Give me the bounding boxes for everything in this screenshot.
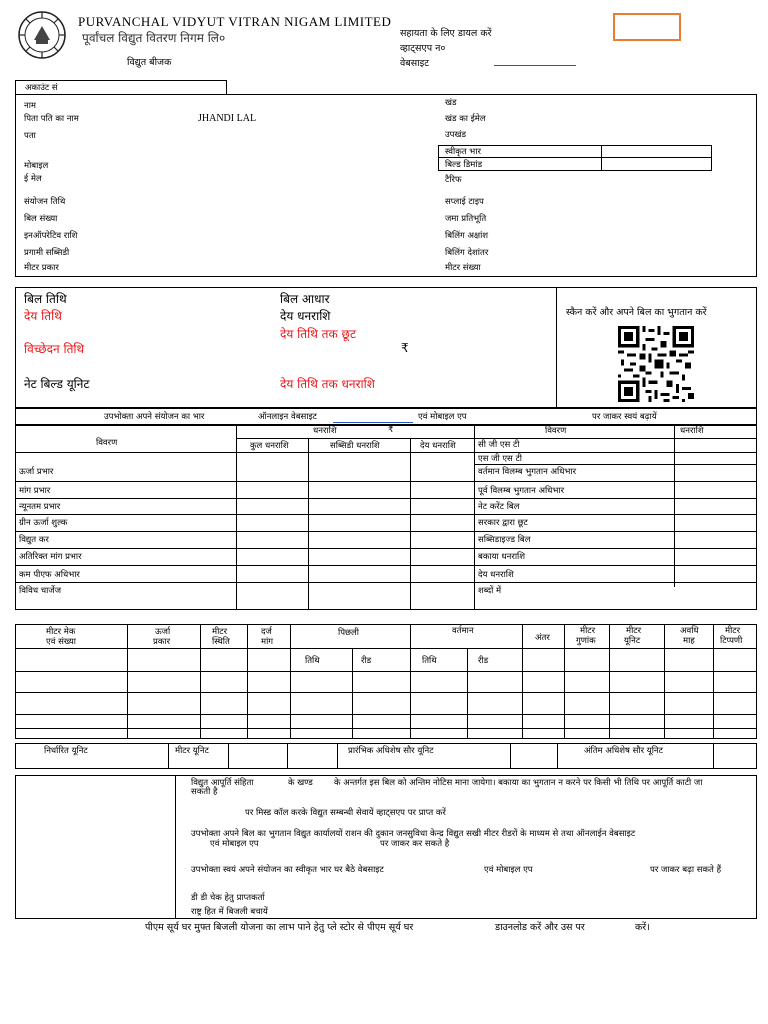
charges-row-line-3: [15, 514, 757, 515]
rebate-by-due-label: देय तिथि तक छूट: [280, 327, 357, 341]
charge-low-pf: कम पीएफ अधिभार: [19, 570, 80, 580]
scan-to-pay-text: स्कैन करें और अपने बिल का भुगतान करें: [566, 307, 707, 318]
label-subdivision: उपखंड: [445, 130, 466, 140]
due-date-label: देय तिथि: [24, 309, 62, 323]
label-supply-type: सप्लाई टाइप: [445, 197, 484, 207]
units-col-6: [557, 743, 558, 769]
charge-amount-due: देय धनराशि: [478, 570, 514, 580]
meter-col-8: [522, 624, 523, 739]
label-connection-date: संयोजन तिथि: [24, 197, 66, 207]
website-label: वेबसाइट: [400, 58, 430, 69]
whatsapp-label: व्हाट्सएप न०: [400, 43, 446, 54]
charge-green-energy: ग्रीन ऊर्जा शुल्क: [19, 518, 68, 528]
meter-col-5: [352, 648, 353, 739]
units-col-3: [287, 743, 288, 769]
notice-2: पर मिस्ड कॉल करके विद्युत सम्बन्धी सेवायें व्हाट्सएप पर प्राप्त करें: [245, 808, 446, 818]
footer-text-3: करें।: [635, 922, 650, 933]
units-closing-solar: अंतिम अधिशेष सौर यूनिट: [584, 746, 663, 756]
charges-row-line-4: [15, 531, 757, 532]
notice-1b: के खण्ड: [288, 778, 313, 788]
notice-4c: पर जाकर बढ़ा सकते हैं: [650, 865, 722, 875]
label-inoperative-amount: इनऑपरेटिव राशि: [24, 231, 78, 241]
label-division-email: खंड का ईमेल: [445, 114, 486, 124]
label-mobile: मोबाइल: [24, 161, 49, 171]
load-demand-divider: [438, 157, 712, 158]
charges-h-payable: देय धनराशि: [420, 441, 456, 451]
meter-h-status: मीटर: [212, 627, 228, 637]
bill-date-label: बिल तिथि: [24, 292, 67, 306]
charges-row-line-5: [15, 548, 757, 549]
meter-h-status-2: स्थिति: [212, 637, 230, 647]
label-security-deposit: जमा प्रतिभूति: [445, 214, 487, 224]
meter-col-11: [664, 624, 665, 739]
label-sanctioned-load: स्वीकृत भार: [445, 147, 481, 157]
notice-3b: एवं मोबाइल एप: [210, 839, 259, 849]
meter-col-4: [290, 624, 291, 739]
charge-minimum: न्यूनतम प्रभार: [19, 502, 61, 512]
charge-electricity-tax: विद्युत कर: [19, 535, 49, 545]
label-billing-latitude: बिलिंग अक्षांश: [445, 231, 489, 241]
charge-in-words: शब्दों में: [478, 586, 502, 596]
charges-col-3: [410, 438, 411, 610]
meter-h-curr-date: तिथि: [422, 656, 437, 666]
bill-basis-label: बिल आधार: [280, 292, 330, 306]
company-name-hi: पूर्वांचल विद्युत वितरण निगम लि०: [82, 31, 226, 45]
company-name-en: PURVANCHAL VIDYUT VITRAN NIGAM LIMITED: [78, 14, 392, 29]
footer-text-1: पीएम सूर्य घर मुफ्त बिजली योजना का लाभ पाने हेतु प्ले स्टोर से पीएम सूर्य घर: [145, 922, 414, 933]
charge-demand: मांग प्रभार: [19, 486, 51, 496]
helpline-label: सहायता के लिए डायल करें: [400, 28, 492, 39]
charge-misc: विविध चार्जेज: [19, 586, 61, 596]
label-meter-type: मीटर प्रकार: [24, 263, 59, 273]
charges-h-subsidy: सब्सिडी धनराशि: [330, 441, 380, 451]
meter-col-3: [247, 624, 248, 739]
meter-h-current: वर्तमान: [452, 626, 474, 636]
label-father-name: पिता पति का नाम: [24, 114, 79, 124]
charges-right-h-vivran: विवरण: [545, 426, 567, 436]
meter-h-energy: ऊर्जा: [155, 627, 171, 637]
rupee-symbol: ₹: [401, 341, 409, 355]
charges-h-dhanrashi: धनराशि: [313, 426, 337, 436]
meter-h-units-2: यूनिट: [624, 636, 641, 646]
meter-h-make: मीटर मेक: [46, 627, 76, 637]
charges-h-total: कुल धनराशि: [250, 441, 289, 451]
charge-energy: ऊर्जा प्रभार: [19, 467, 54, 477]
net-billed-units-label: नेट बिल्ड यूनिट: [24, 377, 90, 391]
notice-1c: के अन्तर्गत इस बिल को अन्तिम नोटिस माना जायेगा। बकाया का भुगतान न करने पर किसी भी तिथि पर आपूर्ति काटी जा: [334, 778, 703, 788]
charge-net-current-bill: नेट करेंट बिल: [478, 502, 520, 512]
load-line-text-1: उपभोक्ता अपने संयोजन का भार: [104, 412, 205, 422]
charges-row-line-r2: [474, 464, 757, 465]
notice-4b: एवं मोबाइल एप: [484, 865, 533, 875]
meter-h-units: मीटर: [626, 626, 642, 636]
units-meter: मीटर यूनिट: [175, 746, 209, 756]
notices-divider: [175, 775, 176, 919]
footer-text-2: डाउनलोड करें और उस पर: [495, 922, 585, 933]
units-col-5: [510, 743, 511, 769]
load-line-website-link[interactable]: [333, 422, 413, 423]
charges-row-line-7: [15, 582, 757, 583]
units-assessed: निर्धारित यूनिट: [44, 746, 88, 756]
notice-3: उपभोक्ता अपने बिल का भुगतान विद्युत कार्यालयों राशन की दुकान जनसुविधा केन्द्र विद्युत सखी मीटर रीडरों के माध्यम से तथा ऑनलाईन वेबसाइट: [191, 829, 636, 839]
meter-h-prev-date: तिथि: [305, 656, 320, 666]
label-billing-longitude: बिलिंग देशांतर: [445, 248, 489, 258]
meter-col-7: [467, 648, 468, 739]
charges-right-h-dhanrashi: धनराशि: [680, 426, 704, 436]
meter-h-remark: मीटर: [725, 626, 741, 636]
meter-h-make-2: एवं संख्या: [46, 637, 76, 647]
meter-h-curr-read: रीड: [478, 656, 489, 666]
label-billed-demand: बिल्ड डिमांड: [445, 160, 483, 170]
charge-current-lpsc: वर्तमान विलम्ब भुगतान अधिभार: [478, 467, 577, 477]
meter-h-mf-2: गुणांक: [576, 636, 596, 646]
notice-3c: पर जाकर कर सकते है: [380, 839, 450, 849]
charge-govt-rebate: सरकार द्वारा छूट: [478, 518, 528, 528]
label-address: पता: [24, 131, 36, 141]
load-line-text-3: एवं मोबाइल एप: [418, 412, 467, 422]
meter-col-9: [564, 624, 565, 739]
load-demand-col: [601, 145, 602, 171]
charges-row-line-2: [15, 498, 757, 499]
charge-cgst: सी जी एस टी: [478, 440, 520, 450]
payment-qr-code[interactable]: [616, 326, 696, 402]
charge-sgst: एस जी एस टी: [478, 454, 522, 464]
meter-h-energy-2: प्रकार: [153, 637, 171, 647]
meter-row-line-4: [15, 728, 757, 729]
units-col-1: [168, 743, 169, 769]
website-link-line[interactable]: [494, 65, 576, 66]
disconnection-date-label: विच्छेदन तिथि: [24, 342, 85, 356]
label-division: खंड: [445, 98, 457, 108]
label-progressive-subsidy: प्रगामी सब्सिडी: [24, 248, 70, 258]
meter-h-period-2: माह: [683, 636, 695, 646]
document-title: विद्युत बीजक: [127, 57, 172, 68]
notice-6: राष्ट्र हित में बिजली बचायें: [191, 907, 268, 917]
amount-due-label: देय धनराशि: [280, 309, 331, 323]
meter-h-prev-read: रीड: [361, 656, 372, 666]
charges-col-5: [674, 425, 675, 587]
label-meter-number: मीटर संख्या: [445, 263, 481, 273]
label-bill-number: बिल संख्या: [24, 214, 58, 224]
account-label: अकाउंट सं: [25, 83, 58, 93]
notice-1a: विद्युत आपूर्ति संहिता: [191, 778, 254, 788]
meter-col-12: [713, 624, 714, 739]
meter-col-10: [609, 624, 610, 739]
units-col-2: [228, 743, 229, 769]
units-opening-solar: प्रारंभिक अधिशेष सौर यूनिट: [348, 746, 434, 756]
label-tariff: टैरिफ: [445, 175, 462, 185]
label-name: नाम: [24, 101, 37, 111]
notice-5: डी डी चेक हेतु प्राप्तकर्ता: [191, 893, 265, 903]
charges-h-vivran: विवरण: [96, 438, 118, 448]
charge-arrears: बकाया धनराशि: [478, 552, 526, 562]
meter-h-demand-2: मांग: [261, 637, 274, 647]
charges-col-2: [308, 438, 309, 610]
label-email: ई मेल: [24, 174, 42, 184]
meter-h-period: अवधि: [680, 626, 699, 636]
helpline-box: [613, 13, 681, 41]
meter-col-6: [410, 624, 411, 739]
notice-4a: उपभोक्ता स्वयं अपने संयोजन का स्वीकृत भार घर बैठे वेबसाइट: [191, 865, 384, 875]
load-line-text-2: ऑनलाइन वेबसाइट: [258, 412, 317, 422]
summary-qr-divider: [556, 287, 557, 408]
charge-excess-demand: अतिरिक्त मांग प्रभार: [19, 552, 82, 562]
load-line-text-4: पर जाकर स्वयं बढ़ायें: [592, 412, 657, 422]
father-name-value: JHANDI LAL: [198, 113, 257, 124]
charge-previous-lpsc: पूर्व विलम्ब भुगतान अधिभार: [478, 486, 565, 496]
meter-col-1: [127, 624, 128, 739]
meter-h-demand: दर्ज: [261, 627, 272, 637]
meter-header-bottom: [15, 648, 757, 649]
charge-subsidized-bill: सब्सिडाइज्ड बिल: [478, 535, 531, 545]
meter-row-line-2: [15, 692, 757, 693]
units-col-7: [713, 743, 714, 769]
meter-h-remark-2: टिप्पणी: [720, 636, 743, 646]
units-col-4: [337, 743, 338, 769]
meter-h-mf: मीटर: [580, 626, 596, 636]
meter-col-2: [200, 624, 201, 739]
meter-h-difference: अंतर: [535, 633, 550, 643]
charges-row-line-6: [15, 565, 757, 566]
meter-h-previous: पिछली: [338, 628, 359, 638]
company-logo: [16, 10, 68, 60]
amount-by-due-label: देय तिथि तक धनराशि: [280, 377, 375, 391]
charges-header-split: [236, 438, 474, 439]
notice-1d: सकती है: [191, 787, 218, 797]
meter-row-line-1: [15, 671, 757, 672]
charges-h-rupee: ₹: [388, 425, 394, 435]
consumer-details-box: [15, 94, 757, 277]
meter-row-line-3: [15, 714, 757, 715]
charges-row-line-1: [15, 481, 757, 482]
